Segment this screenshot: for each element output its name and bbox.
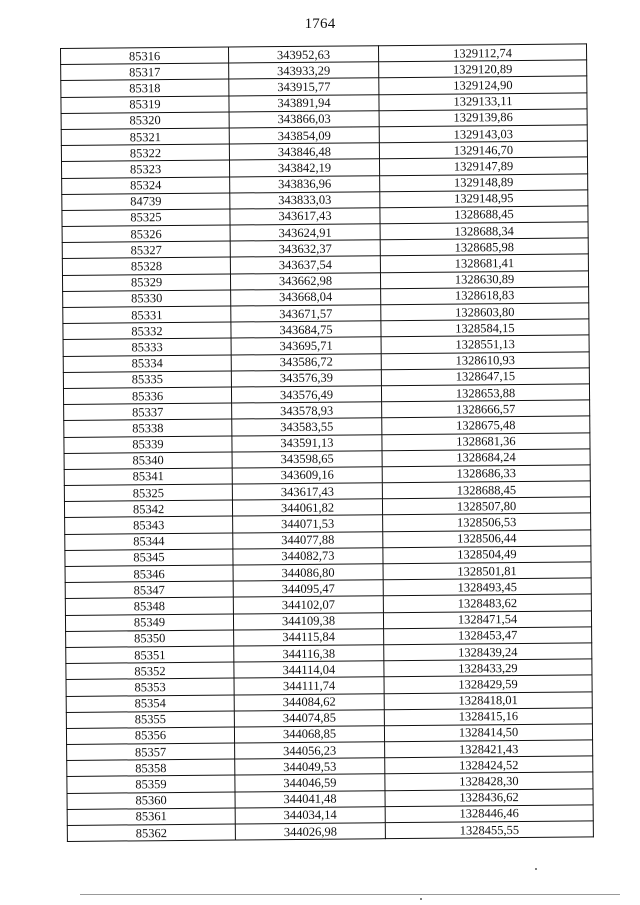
y-coordinate-cell: 1328688,45: [382, 481, 590, 499]
y-coordinate-cell: 1328507,80: [382, 497, 590, 515]
x-coordinate-cell: 343842,19: [229, 159, 379, 176]
x-coordinate-cell: 343891,94: [229, 94, 379, 111]
point-number-cell: 85359: [67, 775, 235, 793]
y-coordinate-cell: 1328428,30: [385, 772, 593, 790]
x-coordinate-cell: 344061,82: [232, 499, 382, 516]
point-number-cell: 85352: [66, 662, 234, 680]
y-coordinate-cell: 1328630,89: [380, 271, 588, 289]
point-number-cell: 85331: [63, 306, 231, 324]
point-number-cell: 85357: [67, 743, 235, 761]
point-number-cell: 84739: [62, 193, 230, 211]
x-coordinate-cell: 344114,04: [234, 661, 384, 678]
y-coordinate-cell: 1329112,74: [378, 44, 586, 62]
y-coordinate-cell: 1329143,03: [379, 125, 587, 143]
y-coordinate-cell: 1328686,33: [382, 465, 590, 483]
y-coordinate-cell: 1328688,45: [380, 206, 588, 224]
x-coordinate-cell: 344034,14: [235, 807, 385, 824]
point-number-cell: 85343: [65, 516, 233, 534]
x-coordinate-cell: 343598,65: [232, 450, 382, 467]
point-number-cell: 85349: [65, 614, 233, 632]
y-coordinate-cell: 1328610,93: [381, 351, 589, 369]
point-number-cell: 85338: [64, 419, 232, 437]
y-coordinate-cell: 1329133,11: [379, 92, 587, 110]
point-number-cell: 85362: [67, 824, 235, 842]
x-coordinate-cell: 344115,84: [234, 628, 384, 645]
x-coordinate-cell: 344111,74: [234, 677, 384, 694]
y-coordinate-cell: 1329124,90: [379, 76, 587, 94]
y-coordinate-cell: 1328453,47: [384, 627, 592, 645]
point-number-cell: 85360: [67, 792, 235, 810]
x-coordinate-cell: 344026,98: [235, 823, 385, 840]
x-coordinate-cell: 344116,38: [234, 645, 384, 662]
y-coordinate-cell: 1328504,49: [383, 546, 591, 564]
x-coordinate-cell: 343591,13: [232, 434, 382, 451]
coordinate-table-container: [60, 43, 593, 842]
point-number-cell: 85347: [65, 581, 233, 599]
y-coordinate-cell: 1328471,54: [383, 610, 591, 628]
point-number-cell: 85332: [63, 322, 231, 340]
x-coordinate-cell: 343576,39: [231, 369, 381, 386]
point-number-cell: 85318: [61, 79, 229, 97]
point-number-cell: 85345: [65, 549, 233, 567]
x-coordinate-cell: 343833,03: [230, 191, 380, 208]
x-coordinate-cell: 344077,88: [233, 531, 383, 548]
x-coordinate-cell: 343632,37: [230, 240, 380, 257]
point-number-cell: 85336: [63, 387, 231, 405]
y-coordinate-cell: 1328506,44: [383, 530, 591, 548]
x-coordinate-cell: 343609,16: [232, 467, 382, 484]
point-number-cell: 85337: [64, 403, 232, 421]
x-coordinate-cell: 344095,47: [233, 580, 383, 597]
point-number-cell: 85356: [66, 727, 234, 745]
coordinate-table: [60, 43, 594, 842]
x-coordinate-cell: 343624,91: [230, 224, 380, 241]
point-number-cell: 85355: [66, 711, 234, 729]
scan-speck: [420, 898, 422, 900]
x-coordinate-cell: 343933,29: [229, 62, 379, 79]
x-coordinate-cell: 344086,80: [233, 564, 383, 581]
point-number-cell: 85328: [62, 257, 230, 275]
y-coordinate-cell: 1328421,43: [385, 740, 593, 758]
y-coordinate-cell: 1328551,13: [381, 335, 589, 353]
point-number-cell: 85351: [66, 646, 234, 664]
x-coordinate-cell: 344102,07: [233, 596, 383, 613]
y-coordinate-cell: 1329139,86: [379, 109, 587, 127]
x-coordinate-cell: 343684,75: [231, 321, 381, 338]
point-number-cell: 85335: [63, 371, 231, 389]
x-coordinate-cell: 343617,43: [232, 483, 382, 500]
y-coordinate-cell: 1329147,89: [379, 157, 587, 175]
y-coordinate-cell: 1328681,41: [380, 254, 588, 272]
x-coordinate-cell: 343846,48: [229, 143, 379, 160]
point-number-cell: 85324: [62, 177, 230, 195]
point-number-cell: 85344: [65, 533, 233, 551]
point-number-cell: 85340: [64, 452, 232, 470]
y-coordinate-cell: 1329120,89: [379, 60, 587, 78]
x-coordinate-cell: 344041,48: [235, 790, 385, 807]
x-coordinate-cell: 344046,59: [235, 774, 385, 791]
y-coordinate-cell: 1328688,34: [380, 222, 588, 240]
y-coordinate-cell: 1328483,62: [383, 594, 591, 612]
point-number-cell: 85327: [62, 241, 230, 259]
y-coordinate-cell: 1329146,70: [379, 141, 587, 159]
y-coordinate-cell: 1328653,88: [381, 384, 589, 402]
point-number-cell: 85319: [61, 96, 229, 114]
x-coordinate-cell: 344056,23: [235, 742, 385, 759]
point-number-cell: 85361: [67, 808, 235, 826]
point-number-cell: 85358: [67, 759, 235, 777]
x-coordinate-cell: 344071,53: [233, 515, 383, 532]
point-number-cell: 85348: [65, 597, 233, 615]
x-coordinate-cell: 343578,93: [232, 402, 382, 419]
y-coordinate-cell: 1328618,83: [381, 287, 589, 305]
x-coordinate-cell: 344082,73: [233, 548, 383, 565]
point-number-cell: 85329: [62, 274, 230, 292]
y-coordinate-cell: 1328418,01: [384, 691, 592, 709]
point-number-cell: 85342: [64, 500, 232, 518]
y-coordinate-cell: 1328436,62: [385, 789, 593, 807]
y-coordinate-cell: 1328681,36: [382, 432, 590, 450]
x-coordinate-cell: 344068,85: [234, 726, 384, 743]
point-number-cell: 85316: [61, 47, 229, 65]
y-coordinate-cell: 1328415,16: [384, 708, 592, 726]
x-coordinate-cell: 343866,03: [229, 110, 379, 127]
x-coordinate-cell: 343836,96: [230, 175, 380, 192]
x-coordinate-cell: 343576,49: [231, 386, 381, 403]
point-number-cell: 85353: [66, 678, 234, 696]
x-coordinate-cell: 343662,98: [230, 272, 380, 289]
y-coordinate-cell: 1328666,57: [382, 400, 590, 418]
y-coordinate-cell: 1328493,45: [383, 578, 591, 596]
point-number-cell: 85339: [64, 436, 232, 454]
point-number-cell: 85326: [62, 225, 230, 243]
y-coordinate-cell: 1328433,29: [384, 659, 592, 677]
x-coordinate-cell: 344074,85: [234, 709, 384, 726]
point-number-cell: 85325: [64, 484, 232, 502]
point-number-cell: 85321: [61, 128, 229, 146]
x-coordinate-cell: 344049,53: [235, 758, 385, 775]
point-number-cell: 85341: [64, 468, 232, 486]
point-number-cell: 85333: [63, 338, 231, 356]
x-coordinate-cell: 344109,38: [233, 612, 383, 629]
y-coordinate-cell: 1328685,98: [380, 238, 588, 256]
y-coordinate-cell: 1328414,50: [384, 724, 592, 742]
point-number-cell: 85354: [66, 695, 234, 713]
x-coordinate-cell: 343637,54: [230, 256, 380, 273]
y-coordinate-cell: 1328584,15: [381, 319, 589, 337]
y-coordinate-cell: 1328501,81: [383, 562, 591, 580]
y-coordinate-cell: 1328439,24: [384, 643, 592, 661]
scan-bottom-edge: [80, 894, 620, 895]
point-number-cell: 85346: [65, 565, 233, 583]
x-coordinate-cell: 344084,62: [234, 693, 384, 710]
y-coordinate-cell: 1328506,53: [383, 513, 591, 531]
y-coordinate-cell: 1328455,55: [385, 821, 593, 839]
point-number-cell: 85323: [61, 160, 229, 178]
point-number-cell: 85334: [63, 355, 231, 373]
point-number-cell: 85317: [61, 63, 229, 81]
point-number-cell: 85320: [61, 112, 229, 130]
point-number-cell: 85322: [61, 144, 229, 162]
coordinate-table-body: [61, 44, 594, 842]
y-coordinate-cell: 1328424,52: [385, 756, 593, 774]
y-coordinate-cell: 1328446,46: [385, 805, 593, 823]
x-coordinate-cell: 343617,43: [230, 208, 380, 225]
x-coordinate-cell: 343695,71: [231, 337, 381, 354]
y-coordinate-cell: 1328647,15: [381, 368, 589, 386]
x-coordinate-cell: 343915,77: [229, 78, 379, 95]
scan-speck: [535, 868, 537, 870]
y-coordinate-cell: 1329148,95: [380, 190, 588, 208]
y-coordinate-cell: 1328684,24: [382, 449, 590, 467]
point-number-cell: 85330: [63, 290, 231, 308]
x-coordinate-cell: 343583,55: [232, 418, 382, 435]
table-row: [67, 821, 593, 842]
y-coordinate-cell: 1328603,80: [381, 303, 589, 321]
x-coordinate-cell: 343952,63: [228, 46, 378, 63]
y-coordinate-cell: 1328675,48: [382, 416, 590, 434]
y-coordinate-cell: 1328429,59: [384, 675, 592, 693]
point-number-cell: 85325: [62, 209, 230, 227]
x-coordinate-cell: 343671,57: [231, 305, 381, 322]
x-coordinate-cell: 343586,72: [231, 353, 381, 370]
x-coordinate-cell: 343668,04: [231, 289, 381, 306]
point-number-cell: 85350: [66, 630, 234, 648]
y-coordinate-cell: 1329148,89: [380, 173, 588, 191]
page-number: 1764: [304, 16, 336, 32]
x-coordinate-cell: 343854,09: [229, 127, 379, 144]
